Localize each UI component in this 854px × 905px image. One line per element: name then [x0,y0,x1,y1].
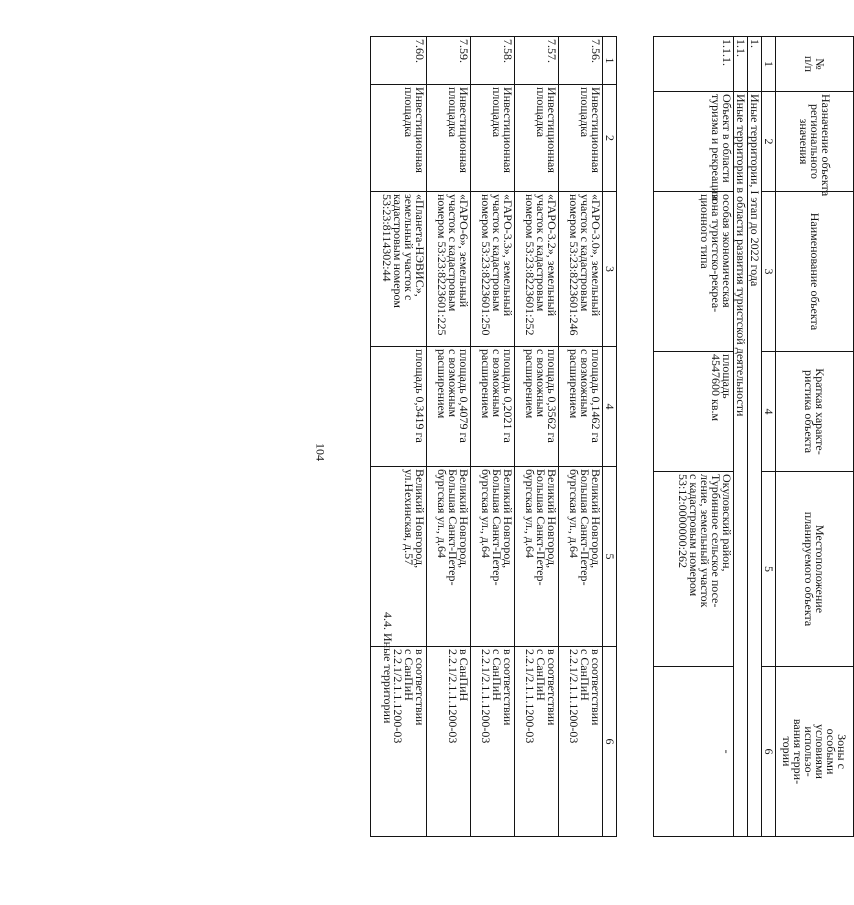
object-name-line: номером 53:23:8223601:250 [479,194,493,336]
object-characteristic-line: с возможным [578,349,592,418]
object-location-line: Большая Санкт-Петер- [490,469,504,586]
table-row [471,37,515,837]
special-zone-line: 2.2.1/2.1.1.1200-03 [446,649,460,744]
object-name [559,192,603,347]
special-zone-line: в соответствии [589,649,603,726]
column-number: 2 [603,85,617,192]
header-zone-line: особыми [824,728,839,775]
object-characteristic-line: расширением [435,349,449,419]
group-title: Иные территории в области развития туристской деятельности [734,92,748,837]
special-zone: - [654,667,734,837]
object-purpose-line: Инвестиционная [413,87,427,173]
object-location [427,467,471,647]
object-characteristic-line: с возможным [446,349,460,418]
object-name-line: участок с кадастровым [578,194,592,312]
object-characteristic-line: площадь 0,4079 га [457,349,471,443]
object-characteristic-line: площадь 0,1462 га [589,349,603,443]
row-number: 7.60. [371,37,427,85]
table-row [427,37,471,837]
object-name-line: номером 53:23:8223601:252 [523,194,537,336]
object-name-line: «ГАРО-3.3», земельный [501,194,515,317]
header-location [776,472,854,667]
object-name-line: номером 53:23:8223601:246 [567,194,581,336]
object-location-line: бургская ул., д.64 [567,469,581,558]
group-row [734,37,748,837]
object-name-line: 53:23:8114302:44 [380,194,394,282]
header-zone-line: тории [780,736,795,767]
group-number: 1.1. [734,37,748,92]
column-number: 6 [762,667,776,837]
column-number: 4 [603,347,617,467]
object-purpose-line: Инвестиционная [501,87,515,173]
special-zone-line: в соответствии [413,649,427,726]
header-name [776,192,854,352]
object-location-line: Турбинное сельское посе- [709,474,723,608]
header-zone-line: условиями [813,724,828,779]
object-characteristic-line: расширением [567,349,581,419]
group-title: Иные территории, I этап до 2022 года [748,92,762,837]
object-name-line: кадастровым номером [391,194,405,308]
object-characteristic-line: площадь 0,3562 га [545,349,559,443]
column-number: 3 [762,192,776,352]
special-zone-line: с СанПиН [402,649,416,701]
object-purpose-line: площадка [490,87,504,138]
special-zone-line: в СанПиН [457,649,471,702]
column-number: 6 [603,647,617,837]
special-zone-line: в соответствии [501,649,515,726]
object-characteristic-line: расширением [479,349,493,419]
object-location-line: Великий Новгород, [501,469,515,569]
object-location-line: 53:12:0000000:262 [676,474,690,569]
header-location-line: планируемого объекта [802,511,817,627]
object-purpose-line: Инвестиционная [589,87,603,173]
object-location-line: Великий Новгород, [457,469,471,569]
object-characteristic-line: площадь 0,2021 га [501,349,515,443]
row-number: 7.56. [559,37,603,85]
object-name-line: земельный участок с [402,194,416,301]
row-number: 7.58. [471,37,515,85]
object-characteristic-line: расширением [523,349,537,419]
header-zone-line: вания терри- [791,718,806,785]
object-purpose [471,85,515,192]
object-location [515,467,559,647]
object-name-line: «ГАРО-3.2», земельный [545,194,559,317]
special-zone-line: 2.2.1/2.1.1.1200-03 [523,649,537,744]
table-header-numbers-row [603,37,617,837]
object-location-line: с кадастровым номером [687,474,701,597]
object-purpose [559,85,603,192]
object-location-line: Большая Санкт-Петер- [446,469,460,586]
row-number: 1.1.1. [654,37,734,92]
header-zone-line: Зоны с [835,734,850,769]
object-name-line: зона туристско-рекреа- [709,194,723,313]
column-number: 3 [603,192,617,347]
object-name-line: «ГАРО-3.0», земельный [589,194,603,317]
object-purpose-line: площадка [534,87,548,138]
object-name-line: номером 53:23:8223601:225 [435,194,449,336]
object-purpose-line: Объект в области [720,94,734,183]
table-investment-sites-rotated [362,36,617,836]
object-characteristic [515,347,559,467]
object-characteristic [471,347,515,467]
header-characteristic [776,352,854,472]
special-zone [371,647,427,837]
object-location-line: бургская ул., д.64 [435,469,449,558]
object-name-line: «Планета-НЭВИС», [413,194,427,297]
table-header-row [776,37,854,837]
header-purpose-line: регионального [808,103,822,180]
special-zone-line: с СанПиН [490,649,504,701]
object-purpose-line: туризма и рекреации [709,94,723,201]
row-number: 7.57. [515,37,559,85]
column-number: 1 [603,37,617,85]
special-zone-line: 2.2.1/2.1.1.1200-03 [479,649,493,744]
column-number: 5 [603,467,617,647]
row-number: 7.59. [427,37,471,85]
table-header-numbers-row [762,37,776,837]
object-characteristic-line: с возможным [534,349,548,418]
object-characteristic [371,347,427,467]
header-num [776,37,854,92]
column-number: 1 [762,37,776,92]
column-number: 5 [762,472,776,667]
table-row [371,37,427,837]
object-location-line: Великий Новгород, [589,469,603,569]
header-purpose-line: значения [797,118,811,165]
column-number: 4 [762,352,776,472]
object-name [471,192,515,347]
table-row [559,37,603,837]
page-number: 104 [313,443,328,461]
object-name-line: участок с кадастровым [490,194,504,312]
other-territories-table [653,36,854,837]
object-characteristic [654,352,734,472]
special-zone [427,647,471,837]
special-zone [559,647,603,837]
header-num-line: п/п [802,55,817,73]
investment-sites-table [370,36,617,837]
object-purpose-line: Инвестиционная [545,87,559,173]
table-row [654,37,734,837]
header-zone [776,667,854,837]
header-purpose-line: Назначение объекта [819,94,833,197]
object-characteristic-line: площадь [720,354,734,399]
object-location-line: бургская ул., д.64 [523,469,537,558]
header-location-line: Местоположение [813,524,828,614]
object-location [371,467,427,647]
object-location-line: ление, земельный участок [698,474,712,608]
object-name [654,192,734,352]
special-zone-line: с СанПиН [534,649,548,701]
object-location-line: Большая Санкт-Петер- [534,469,548,586]
object-purpose-line: Инвестиционная [457,87,471,173]
object-name-line: участок с кадастровым [446,194,460,312]
header-name-line: Наименование объекта [808,212,822,331]
header-characteristic-line: Краткая характе- [813,368,828,455]
special-zone-line: 2.2.1/2.1.1.1200-03 [391,649,405,744]
special-zone-line: 2.2.1/2.1.1.1200-03 [567,649,581,744]
object-purpose-line: площадка [446,87,460,138]
object-characteristic [427,347,471,467]
object-purpose-line: площадка [402,87,416,138]
special-zone-line: с СанПиН [578,649,592,701]
object-location-line: Великий Новгород, [413,469,427,569]
object-name-line: «ГАРО-6», земельный [457,194,471,308]
object-purpose [654,92,734,201]
object-location [559,467,603,647]
object-characteristic-line: с возможным [490,349,504,418]
object-purpose [371,85,427,192]
object-location-line: Большая Санкт-Петер- [578,469,592,586]
column-number: 2 [762,92,776,192]
object-purpose-line: площадка [578,87,592,138]
object-characteristic-line: площадь 0,3419 га [413,349,427,443]
table-other-territories-rotated [622,36,854,836]
object-location [471,467,515,647]
object-name [371,192,427,347]
special-zone-line: в соответствии [545,649,559,726]
group-row [748,37,762,837]
object-location-line: Окуловский район, [720,474,734,572]
object-name-line: участок с кадастровым [534,194,548,312]
object-location [654,472,734,667]
object-name [515,192,559,347]
table-row [515,37,559,837]
header-zone-line: использо- [802,726,817,777]
object-name [427,192,471,347]
object-location-line: ул.Нехинская, д.57 [402,469,416,566]
object-location-line: Великий Новгород, [545,469,559,569]
object-purpose [515,85,559,192]
header-purpose [776,92,854,197]
special-zone [515,647,559,837]
section-heading: 4.4. Иные территории [381,612,395,724]
object-name-line: ционного типа [698,194,712,269]
object-characteristic-line: 4547600 кв.м [709,354,723,422]
header-characteristic-line: ристика объекта [802,369,817,454]
object-characteristic [559,347,603,467]
object-name-line: особая экономическая [720,194,734,308]
header-num-line: № [813,58,828,70]
object-purpose [427,85,471,192]
object-location-line: бургская ул., д.64 [479,469,493,558]
special-zone [471,647,515,837]
group-number: 1. [748,37,762,92]
